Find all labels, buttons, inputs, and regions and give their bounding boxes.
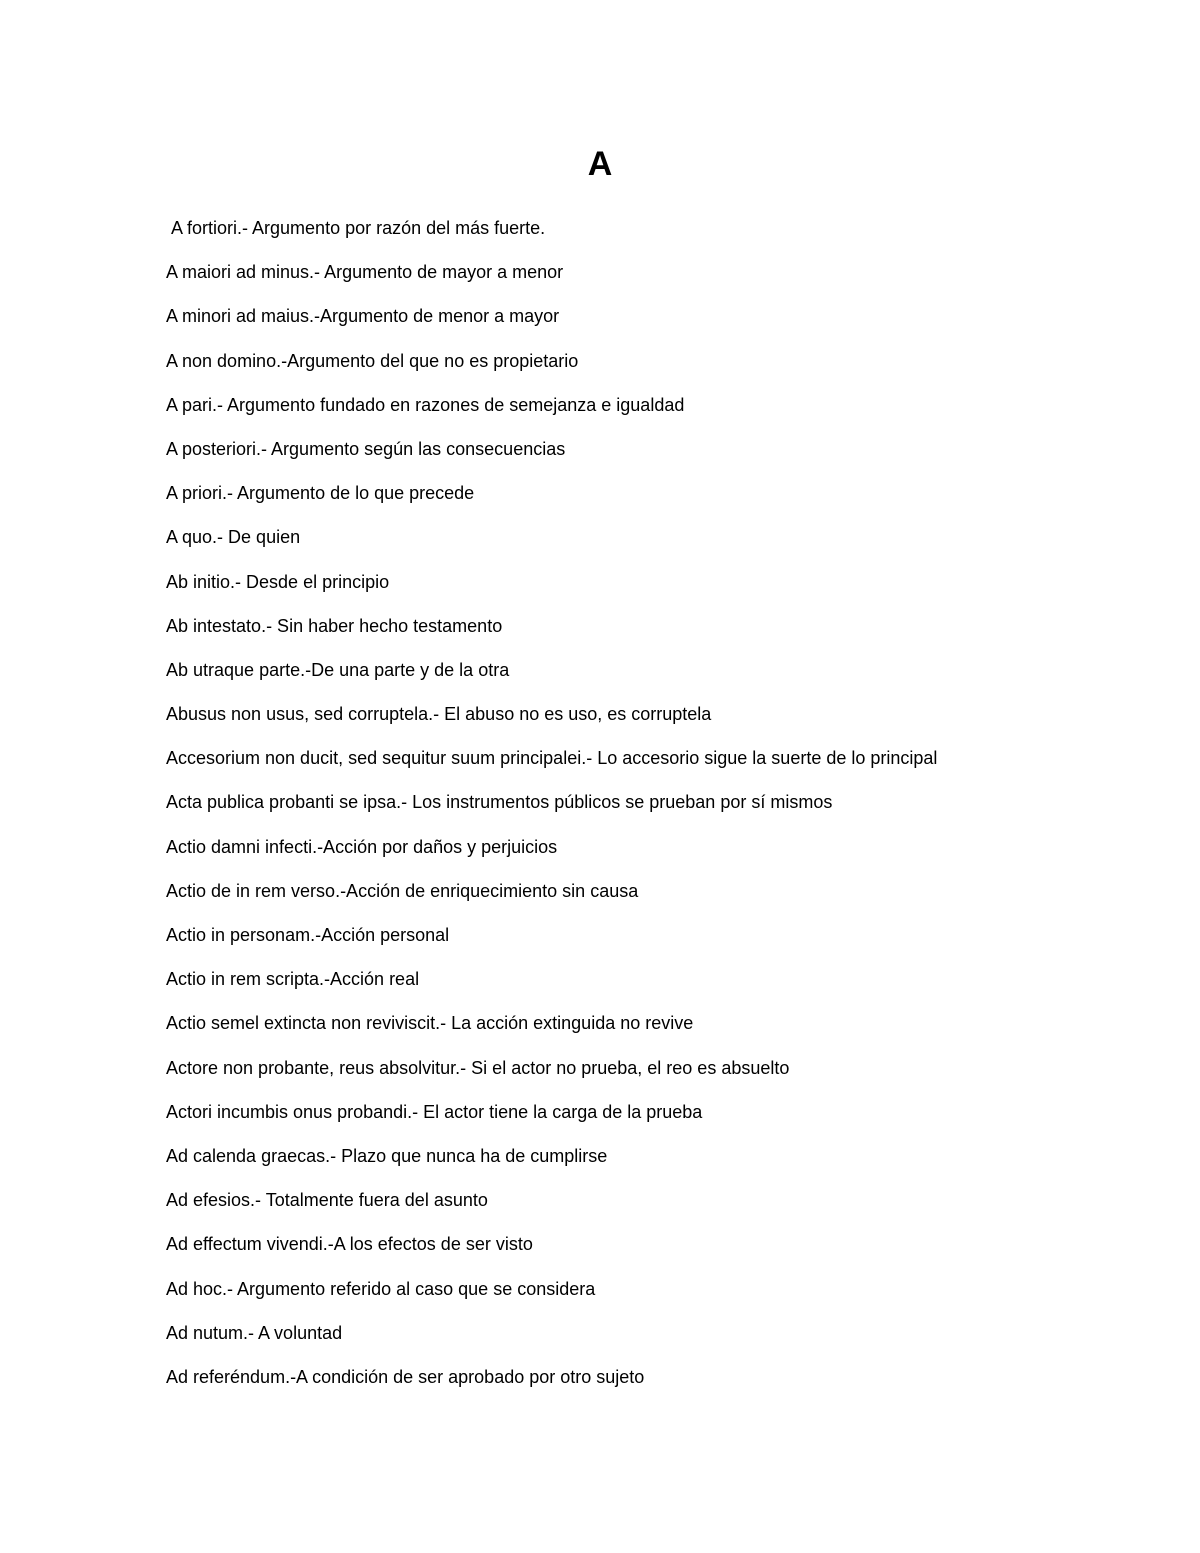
glossary-entry: Ad efesios.- Totalmente fuera del asunto xyxy=(166,1190,488,1211)
glossary-entry: A priori.- Argumento de lo que precede xyxy=(166,483,475,504)
glossary-entry: Ad referéndum.-A condición de ser aprobado por otro sujeto xyxy=(166,1366,645,1387)
glossary-entry: A minori ad maius.-Argumento de menor a mayor xyxy=(166,306,560,327)
glossary-entry: Acta publica probanti se ipsa.- Los instrumentos públicos se prueban por sí mismos xyxy=(166,792,833,813)
glossary-entry: Actio in personam.-Acción personal xyxy=(166,925,450,945)
glossary-list xyxy=(166,206,1156,1399)
glossary-entry: Actio semel extincta non reviviscit.- La acción extinguida no revive xyxy=(166,1013,694,1034)
glossary-entry: A posteriori.- Argumento según las consecuencias xyxy=(166,438,566,459)
glossary-entry: Ad calenda graecas.- Plazo que nunca ha de cumplirse xyxy=(166,1145,608,1166)
glossary-entry: Ad nutum.- A voluntad xyxy=(166,1322,343,1343)
glossary-entry: A non domino.-Argumento del que no es propietario xyxy=(166,350,579,371)
glossary-entry: Actio in rem scripta.-Acción real xyxy=(166,969,420,990)
glossary-entry: Ab utraque parte.-De una parte y de la otra xyxy=(166,659,510,680)
glossary-entry: A fortiori.- Argumento por razón del más fuerte. xyxy=(171,218,546,238)
glossary-entry: Ab initio.- Desde el principio xyxy=(166,571,390,592)
glossary-entry: Actore non probante, reus absolvitur.- Si el actor no prueba, el reo es absuelto xyxy=(166,1057,790,1078)
glossary-entry: Ad hoc.- Argumento referido al caso que se considera xyxy=(166,1278,596,1299)
glossary-entry: Actio de in rem verso.-Acción de enriquecimiento sin causa xyxy=(166,880,639,901)
glossary-entry: Ad effectum vivendi.-A los efectos de ser visto xyxy=(166,1234,533,1255)
glossary-entry: A maiori ad minus.- Argumento de mayor a menor xyxy=(166,262,564,283)
section-letter-heading: A xyxy=(587,145,613,183)
glossary-entry: Actio damni infecti.-Acción por daños y perjuicios xyxy=(166,836,558,857)
glossary-entry: Abusus non usus, sed corruptela.- El abuso no es uso, es corruptela xyxy=(166,704,712,725)
glossary-entry: A quo.- De quien xyxy=(166,527,301,548)
glossary-entry: Ab intestato.- Sin haber hecho testamento xyxy=(166,615,503,636)
glossary-entry: Accesorium non ducit, sed sequitur suum principalei.- Lo accesorio sigue la suerte de lo principal xyxy=(166,748,938,769)
glossary-entry: A pari.- Argumento fundado en razones de semejanza e igualdad xyxy=(166,394,685,415)
glossary-entry: Actori incumbis onus probandi.- El actor tiene la carga de la prueba xyxy=(166,1101,703,1122)
